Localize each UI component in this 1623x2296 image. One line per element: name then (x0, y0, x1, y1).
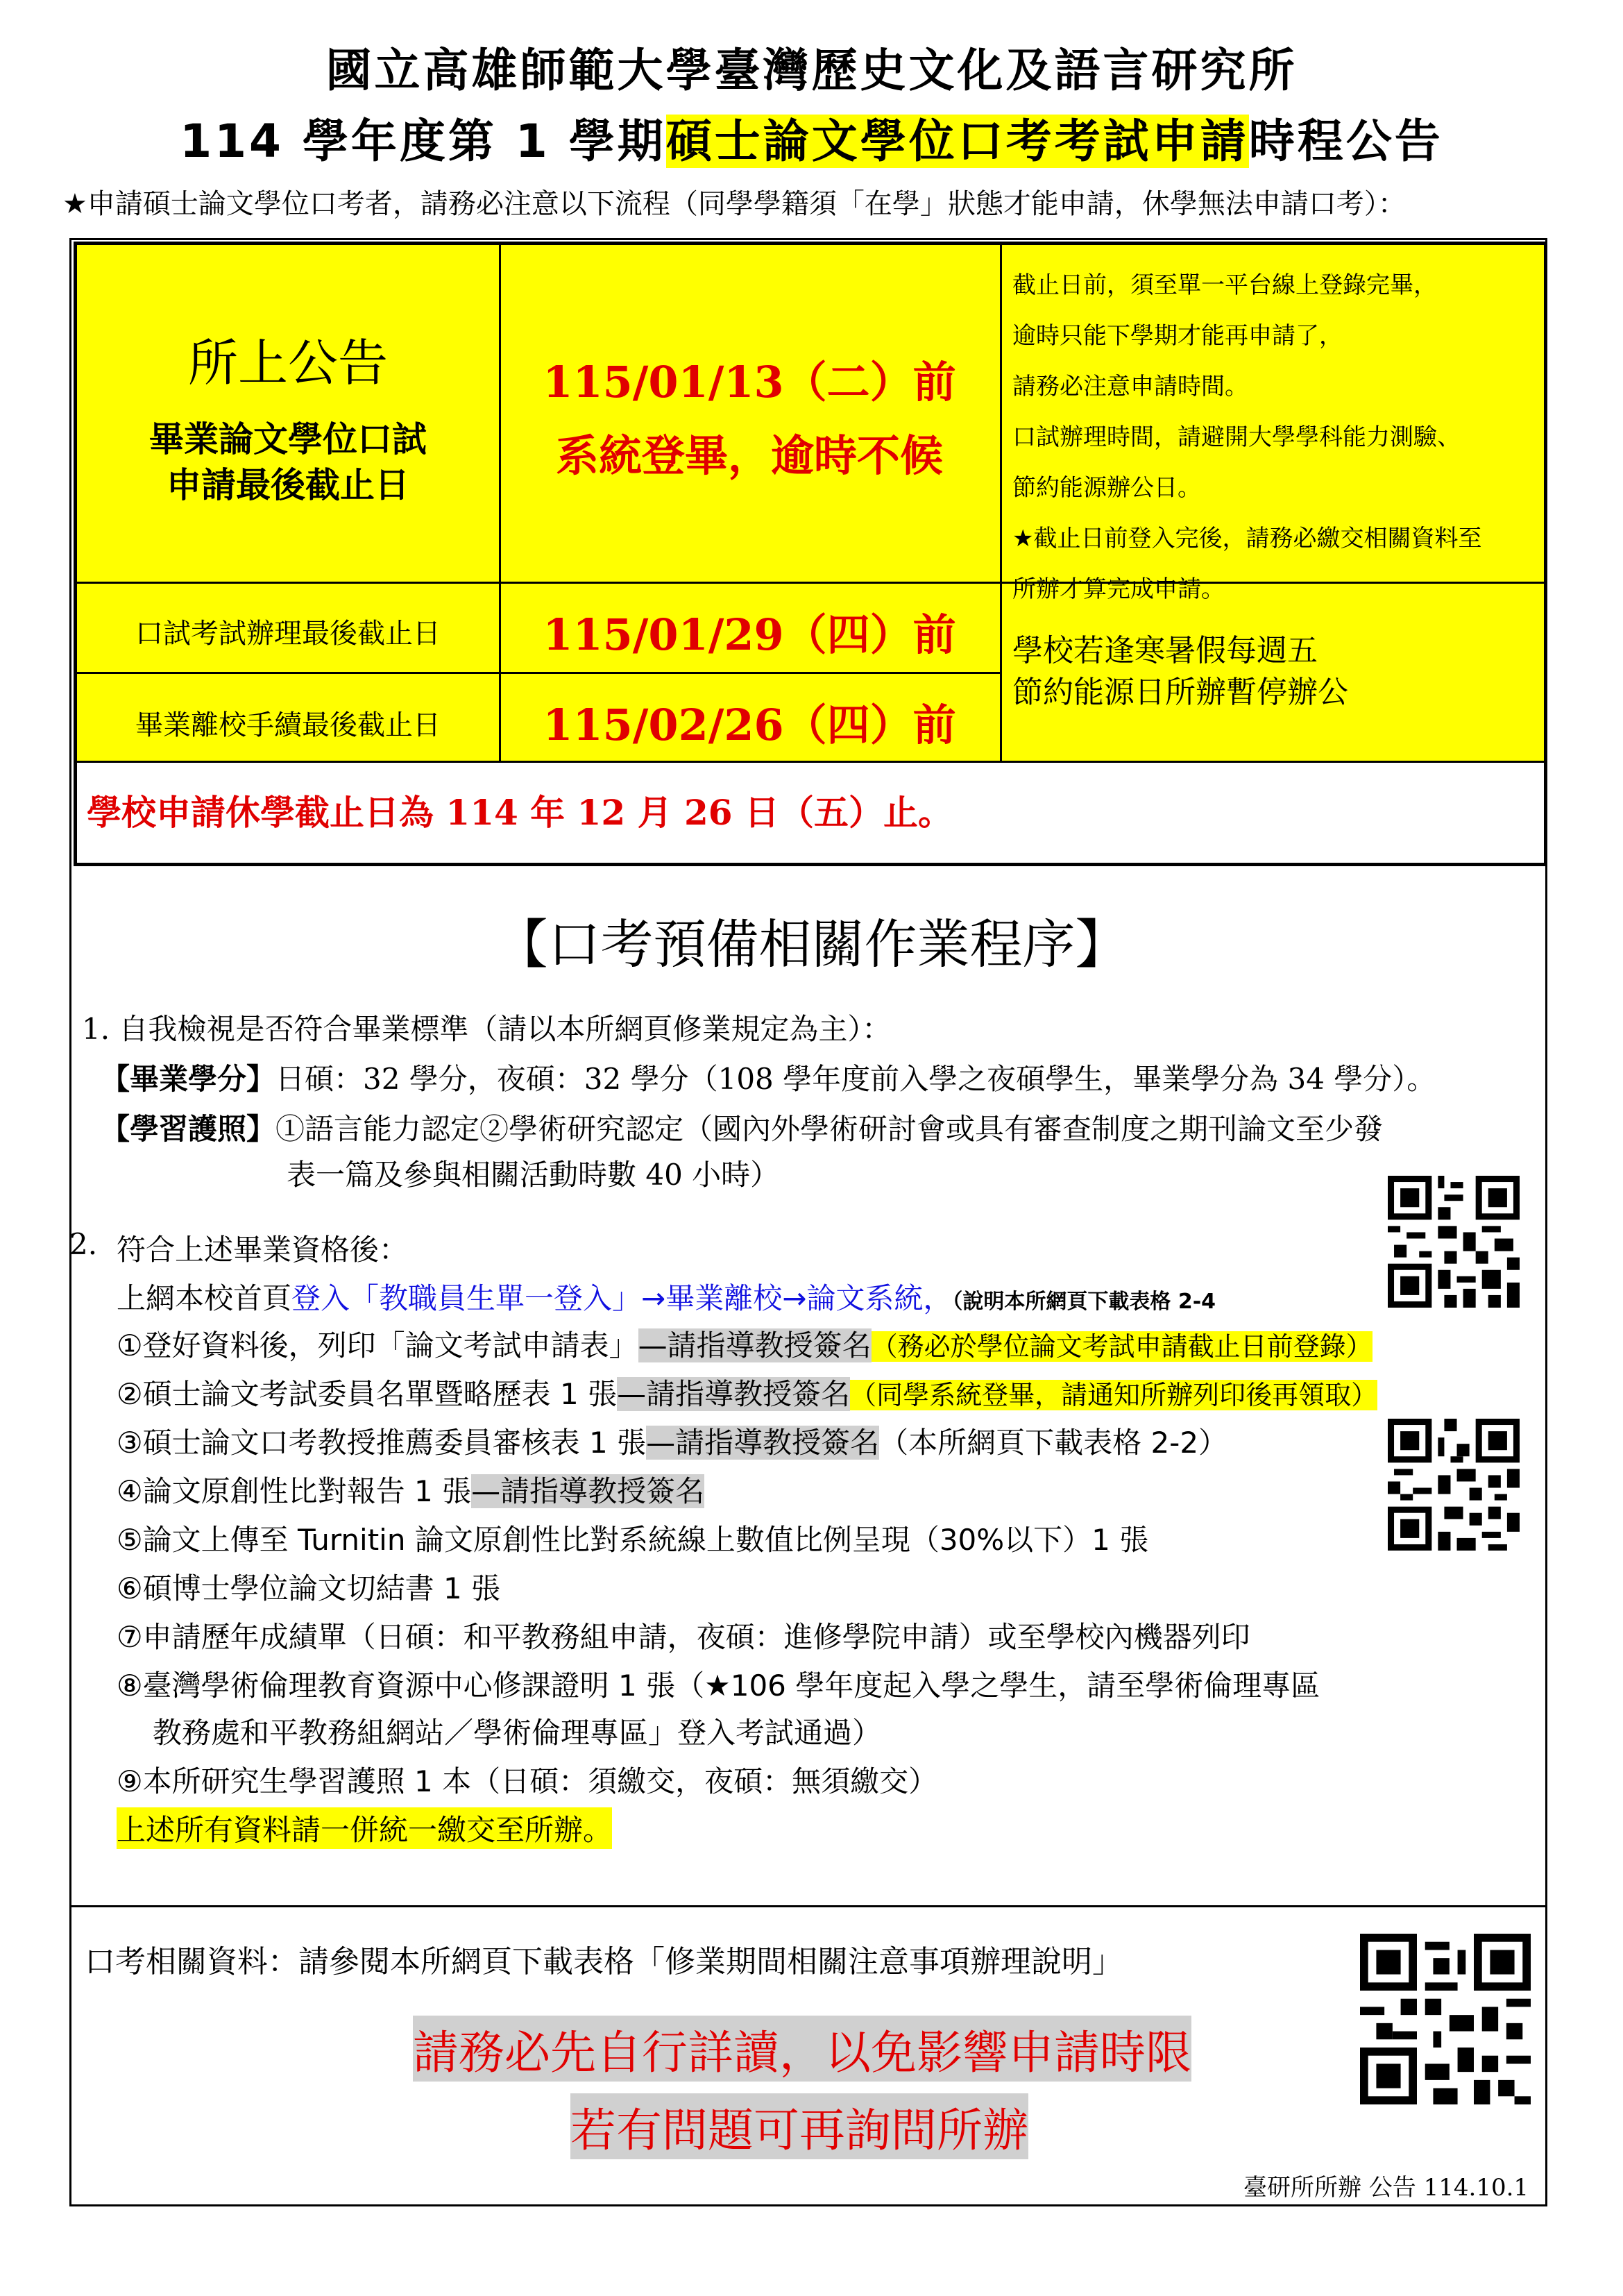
deadline-notes (1012, 260, 1540, 615)
qr-code-icon (1388, 1176, 1520, 1308)
table-divider (77, 761, 1544, 763)
table-divider (499, 245, 501, 762)
announce-sub2: 申請最後截止日 (167, 465, 409, 505)
passport-requirement (101, 1106, 1383, 1148)
note-line: 口試辦理時間，請避開大學學科能力測驗、 (1012, 423, 1461, 451)
graduation-deadline-label: 畢業離校手續最後截止日 (135, 709, 441, 741)
step-2-sign: —請指導教授簽名 (617, 1377, 851, 1411)
procedure-item-2: 符合上述畢業資格後： (117, 1233, 409, 1267)
step-1-sign: —請指導教授簽名 (638, 1328, 872, 1362)
step-9: ⑨本所研究生學習護照 1 本（日碩：須繳交，夜碩：無須繳交） (117, 1764, 938, 1798)
credits-text: 日碩：32 學分，夜碩：32 學分（108 學年度前入學之夜碩學生，畢業學分為 34 學分）。 (275, 1062, 1436, 1096)
procedure-item-1: 1. 自我檢視是否符合畢業標準（請以本所網頁修業規定為主）： (82, 1012, 892, 1046)
oral-exam-deadline-date: 115/01/29（四）前 (543, 609, 956, 660)
contact-office-notice: 若有問題可再詢問所辦 (570, 2093, 1028, 2159)
submission-reminder: 上述所有資料請一併統一繳交至所辦。 (117, 1807, 612, 1849)
read-carefully-warning: 請務必先自行詳讀，以免影響申請時限 (413, 2016, 1191, 2082)
office-closure-note (1012, 630, 1540, 714)
reference-text: 口考相關資料：請參閱本所網頁下載表格「修業期間相關注意事項辦理說明」 (85, 1944, 1123, 1980)
step-4-sign: —請指導教授簽名 (471, 1474, 705, 1508)
announce-sub1: 畢業論文學位口試 (149, 419, 427, 459)
passport-label: 【學習護照】 (101, 1112, 276, 1146)
step-8-cont: 教務處和平教務組網站／學術倫理專區」登入考試通過） (153, 1716, 882, 1750)
office-closure-line1: 學校若逢寒暑假每週五 (1012, 633, 1318, 668)
step-3 (117, 1420, 1227, 1462)
step-3-note: （本所網頁下載表格 2-2） (879, 1426, 1228, 1460)
step-2 (117, 1371, 1377, 1413)
passport-text: ①語言能力認定②學術研究認定（國內外學術研討會或具有審查制度之期刊論文至少發 (275, 1112, 1384, 1146)
step-1-text: ①登好資料後，列印「論文考試申請表」 (117, 1328, 638, 1362)
login-path: 登入「教職員生單一登入」→畢業離校→論文系統， (291, 1281, 953, 1315)
step-6: ⑥碩博士學位論文切結書 1 張 (117, 1571, 501, 1605)
note-line: 節約能源辦公日。 (1012, 474, 1201, 502)
subtitle-pre: 114 學年度第 1 學期 (180, 115, 666, 168)
login-instruction (117, 1276, 1216, 1317)
page-title: 國立高雄師範大學臺灣歷史文化及語言研究所 (325, 44, 1298, 97)
table-divider (77, 672, 1001, 674)
step-3-sign: —請指導教授簽名 (646, 1426, 880, 1460)
step-2-note: （同學系統登畢，請通知所辦列印後再領取） (850, 1380, 1378, 1410)
graduation-deadline-date: 115/02/26（四）前 (543, 700, 956, 750)
step-5: ⑤論文上傳至 Turnitin 論文原創性比對系統線上數值比例呈現（30%以下）1 張 (117, 1523, 1149, 1557)
login-pre: 上網本校首頁 (117, 1281, 292, 1315)
step-8: ⑧臺灣學術倫理教育資源中心修課證明 1 張（★106 學年度起入學之學生，請至學術倫理專區 (117, 1669, 1320, 1703)
office-closure-line2: 節約能源日所辦暫停辦公 (1012, 675, 1348, 710)
step-3-text: ③碩士論文口考教授推薦委員審核表 1 張 (117, 1426, 647, 1460)
procedure-item-2-num: 2. (69, 1227, 98, 1261)
qr-code-icon (1360, 1934, 1531, 2104)
note-line: 所辦才算完成申請。 (1012, 575, 1225, 603)
thesis-application-deadline: 115/01/13（二）前 (543, 357, 956, 407)
login-note: （說明本所網頁下載表格 2-4 (952, 1290, 1216, 1314)
step-1-note: （務必於學位論文考試申請截止日前登錄） (871, 1331, 1373, 1362)
step-2-text: ②碩士論文考試委員名單暨略歷表 1 張 (117, 1377, 618, 1411)
credits-label: 【畢業學分】 (101, 1062, 276, 1096)
passport-text-cont: 表一篇及參與相關活動時數 40 小時） (287, 1158, 780, 1192)
step-1 (117, 1323, 1373, 1365)
table-divider (1000, 245, 1002, 762)
note-line: ★截止日前登入完後，請務必繳交相關資料至 (1012, 525, 1482, 552)
deadline-warning: 系統登畢，逾時不候 (555, 430, 943, 481)
procedure-title: 【口考預備相關作業程序】 (495, 913, 1128, 975)
note-line: 截止日前，須至單一平台線上登錄完畢， (1012, 271, 1437, 299)
note-line: 請務必注意申請時間。 (1012, 373, 1248, 400)
announce-title: 所上公告 (187, 334, 388, 392)
schedule-table (74, 242, 1547, 866)
leave-of-absence-deadline: 學校申請休學截止日為 114 年 12 月 26 日（五）止。 (87, 792, 953, 833)
subtitle-highlight: 碩士論文學位口考考試申請 (665, 115, 1249, 168)
oral-exam-deadline-label: 口試考試辦理最後截止日 (135, 618, 441, 650)
step-4 (117, 1469, 704, 1510)
page-subtitle (0, 104, 1623, 170)
step-4-text: ④論文原創性比對報告 1 張 (117, 1474, 472, 1508)
qr-code-icon (1388, 1419, 1520, 1551)
credits-requirement (101, 1056, 1436, 1098)
step-7: ⑦申請歷年成績單（日碩：和平教務組申請，夜碩：進修學院申請）或至學校內機器列印 (117, 1620, 1250, 1654)
application-notice: ★申請碩士論文學位口考者，請務必注意以下流程（同學學籍須「在學」狀態才能申請，休學無法申請口考）： (62, 188, 1406, 220)
subtitle-post: 時程公告 (1248, 115, 1443, 168)
announcement-signature: 臺研所所辦 公告 114.10.1 (1243, 2174, 1529, 2202)
note-line: 逾時只能下學期才能再申請了， (1012, 322, 1343, 350)
